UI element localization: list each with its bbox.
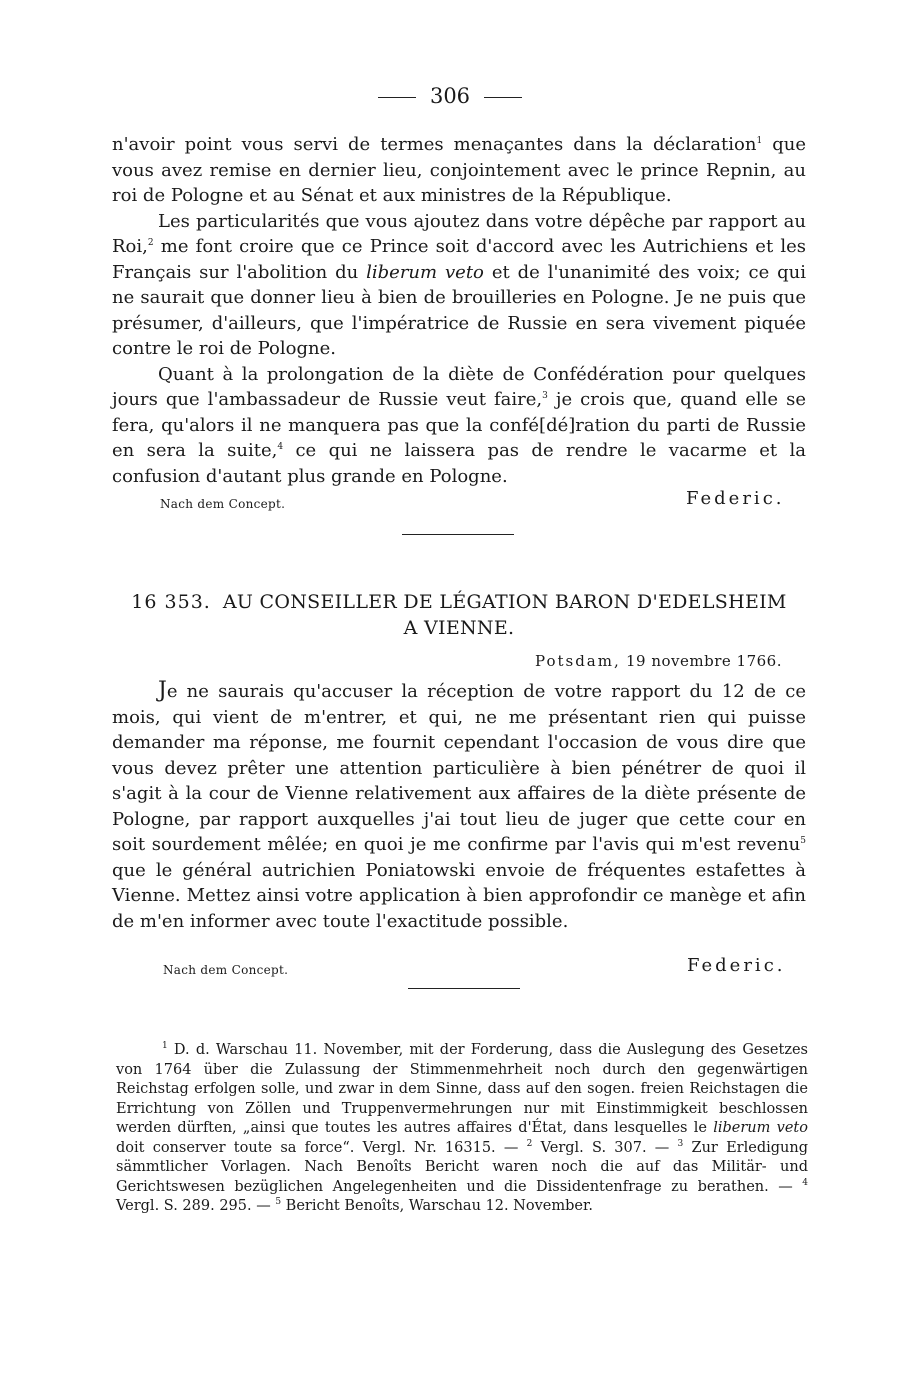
source-note: Nach dem Concept. xyxy=(163,963,289,977)
footnote-mark: 2 xyxy=(526,1138,533,1149)
header-dash-right xyxy=(484,97,522,98)
signature: Federic. xyxy=(687,955,786,976)
text-run: n'avoir point vous servi de termes menaçantes dans la déclaration xyxy=(112,134,757,155)
paragraph xyxy=(112,132,806,209)
page-number: 306 xyxy=(429,84,471,108)
dateline xyxy=(535,652,782,670)
footnote-mark: 3 xyxy=(677,1138,684,1149)
footnote-mark: 1 xyxy=(162,1041,168,1052)
place: Potsdam, xyxy=(534,652,621,670)
text-run: et de l'unanimité des voix; ce qui ne saurait que donner lieu à bien de brouilleries en Pologne. Je ne puis que présumer, d'ailleurs, que l'impératrice de Russie en sera vivement piquée contre le roi de Pologne. xyxy=(112,261,807,359)
text-run: me font croire que ce Prince soit d'accord avec les Autrichiens et les Français sur l'abolition du xyxy=(112,236,806,283)
paragraph xyxy=(112,678,806,934)
footnote-mark: 5 xyxy=(275,1197,282,1208)
text-run: que vous avez remise en dernier lieu, conjointement avec le prince Repnin, au roi de Pologne et au Sénat et aux ministres de la République. xyxy=(112,134,806,206)
italic-term: liberum veto xyxy=(713,1120,808,1136)
text-run: Quant à la prolongation de la diète de Confédération pour quelques jours que l'ambassadeur de Russie veut faire, xyxy=(112,363,806,410)
footnote-ref[interactable]: 4 xyxy=(277,442,284,452)
title-line xyxy=(112,589,806,615)
page-header xyxy=(0,84,900,108)
footnote-ref[interactable]: 1 xyxy=(756,136,763,146)
italic-term: liberum veto xyxy=(366,261,484,283)
title-text: AU CONSEILLER DE LÉGATION BARON D'EDELSHEIM xyxy=(222,591,787,613)
header-dash-left xyxy=(378,97,416,98)
footnote-text: Vergl. S. 307. — xyxy=(532,1139,678,1156)
date: 19 novembre 1766. xyxy=(626,652,782,670)
footnote-text: Bericht Benoîts, Warschau 12. November. xyxy=(281,1198,593,1214)
letter-1-text xyxy=(112,132,806,489)
text-run: e ne saurais qu'accuser la réception de votre rapport du 12 de ce mois, qui vient de m'entrer, et qui, ne me présentant rien qui puisse demander ma réponse, me fournit cependant l'occasion de vous dire que vous devez prêter une attention particulière à bien pénétrer de quoi il s'agit à la cour de Vienne relativement aux affaires de la diète présente de Pologne, par rapport auxquelles j'ai tout lieu de juger que cette cour en soit sourdement mêlée; en quoi je me confirme par l'avis qui m'est revenu xyxy=(112,681,806,855)
footnotes xyxy=(116,1041,808,1217)
footnote-mark: 4 xyxy=(802,1177,808,1188)
text-run: que le général autrichien Poniatowski envoie de fréquentes estafettes à Vienne. Mettez ainsi votre application à bien approfondir ce manège et afin de m'en informer avec toute l'exactitude possible. xyxy=(112,859,806,932)
source-note: Nach dem Concept. xyxy=(160,497,286,511)
section-divider xyxy=(408,988,520,989)
text-run: Les particularités que vous ajoutez dans votre dépêche par rapport au Roi, xyxy=(112,210,806,257)
footnote-ref[interactable]: 2 xyxy=(147,238,154,248)
footnote-text: Zur Erledigung sämmtlicher Vorlagen. Nach Benoîts Bericht waren noch die auf das Militär- und Gerichtswesen bezüglichen Angelegenheiten und die Dissidentenfrage zu berathen. — xyxy=(116,1139,808,1195)
footnote-text: doit conserver toute sa force“. Vergl. Nr. 16315. — xyxy=(116,1139,527,1156)
footnote-text: D. d. Warschau 11. November, mit der Forderung, dass die Auslegung des Gesetzes von 1764 über die Zulassung der Stimmenmehrheit noch durch den gegenwärtigen Reichstag erfolgen solle, und zwar in dem Sinne, dass auf den sogen. freien Reichstagen die Errichtung von Zöllen und Truppenvermehrungen nur mit Einstimmigkeit beschlossen werden dürften, „ainsi que toutes les autres affaires d'État, dans lesquelles le xyxy=(116,1042,808,1136)
footnote-1 xyxy=(116,1042,808,1156)
signature: Federic. xyxy=(686,488,785,509)
footnote-2 xyxy=(527,1140,678,1156)
document-number: 16 353. xyxy=(131,591,211,613)
letter-2-title xyxy=(112,589,806,641)
text-run: ce qui ne laissera pas de rendre le vacarme et la confusion d'autant plus grande en Pologne. xyxy=(112,440,806,487)
paragraph xyxy=(112,362,806,490)
letter-2-text xyxy=(112,678,806,934)
paragraph xyxy=(112,209,806,362)
footnote-5 xyxy=(275,1198,593,1214)
text-run: je crois que, quand elle se fera, qu'alors il ne manquera pas que la confé[dé]ration du parti de Russie en sera la suite, xyxy=(112,389,806,461)
footnote-text: Vergl. S. 289. 295. — xyxy=(116,1198,276,1214)
footnote-ref[interactable]: 5 xyxy=(800,836,806,846)
title-line: A VIENNE. xyxy=(403,617,515,639)
initial-letter: J xyxy=(158,678,167,703)
section-divider xyxy=(402,534,514,535)
footnote-ref[interactable]: 3 xyxy=(542,391,548,401)
